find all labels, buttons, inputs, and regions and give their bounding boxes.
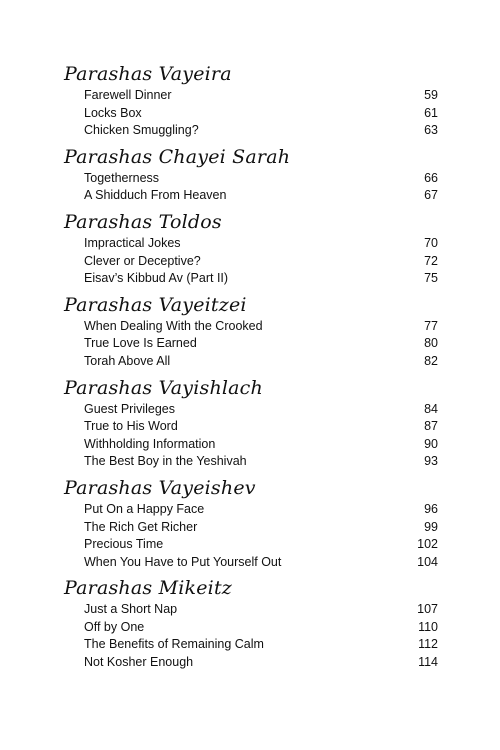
- entry-title: A Shidduch From Heaven: [84, 188, 227, 203]
- entry-page-number: 72: [424, 253, 438, 268]
- entry-page-number: 67: [424, 188, 438, 203]
- table-of-contents: [64, 62, 438, 672]
- entry-title: Togetherness: [84, 170, 160, 185]
- entry-page-number: 66: [424, 170, 438, 185]
- entry-page-number: 87: [424, 419, 438, 434]
- entry-title: Withholding Information: [84, 436, 216, 451]
- toc-entry: [64, 318, 438, 336]
- entry-title: Impractical Jokes: [84, 235, 181, 250]
- toc-section: [64, 62, 438, 140]
- toc-entry: [64, 170, 438, 188]
- toc-section: [64, 293, 438, 371]
- entry-page-number: 99: [424, 519, 438, 534]
- entry-title: Off by One: [84, 619, 145, 634]
- entry-page-number: 77: [424, 318, 438, 333]
- entry-page-number: 75: [424, 271, 438, 286]
- toc-entry: [64, 536, 438, 554]
- entry-page-number: 84: [424, 401, 438, 416]
- entry-title: Precious Time: [84, 537, 164, 552]
- toc-entry: [64, 105, 438, 123]
- toc-entry: [64, 270, 438, 288]
- toc-entry: [64, 87, 438, 105]
- section-title: Parashas Vayeitzei: [64, 293, 247, 316]
- toc-entry: [64, 619, 438, 637]
- toc-entry: [64, 187, 438, 205]
- entry-page-number: 107: [417, 602, 438, 617]
- entry-page-number: 61: [424, 105, 438, 120]
- toc-section: [64, 210, 438, 288]
- toc-entry: [64, 253, 438, 271]
- toc-section: [64, 145, 438, 205]
- entry-title: Farewell Dinner: [84, 88, 172, 102]
- entry-page-number: 96: [424, 501, 438, 516]
- entry-title: Not Kosher Enough: [84, 655, 194, 670]
- entry-page-number: 82: [424, 353, 438, 368]
- entry-page-number: 90: [424, 436, 438, 451]
- toc-entry: [64, 335, 438, 353]
- toc-entry: [64, 601, 438, 619]
- toc-entry: [64, 418, 438, 436]
- entry-page-number: 93: [424, 454, 438, 469]
- entry-page-number: 104: [417, 554, 438, 569]
- toc-entry: [64, 122, 438, 140]
- toc-entry: [64, 654, 438, 672]
- section-title: Parashas Vayishlach: [64, 376, 263, 399]
- entry-title: Just a Short Nap: [84, 602, 178, 617]
- entry-page-number: 70: [424, 235, 438, 250]
- entry-page-number: 102: [417, 537, 438, 552]
- entry-page-number: 112: [418, 637, 438, 652]
- entry-page-number: 63: [424, 123, 438, 138]
- section-title: Parashas Vayeishev: [64, 476, 256, 499]
- entry-title: Locks Box: [84, 105, 142, 120]
- entry-title: Eisav’s Kibbud Av (Part II): [84, 271, 229, 286]
- toc-entry: [64, 519, 438, 537]
- entry-title: Chicken Smuggling?: [84, 123, 199, 138]
- entry-title: True Love Is Earned: [84, 336, 197, 351]
- toc-entry: [64, 436, 438, 454]
- toc-entry: [64, 353, 438, 371]
- entry-title: When You Have to Put Yourself Out: [84, 554, 282, 569]
- entry-title: When Dealing With the Crooked: [84, 318, 263, 333]
- toc-entry: [64, 401, 438, 419]
- toc-entry: [64, 453, 438, 471]
- toc-entry: [64, 636, 438, 654]
- entry-title: The Best Boy in the Yeshivah: [84, 454, 247, 469]
- entry-title: The Rich Get Richer: [84, 519, 198, 534]
- entry-page-number: 80: [424, 336, 438, 351]
- toc-entry: [64, 554, 438, 572]
- section-title: Parashas Chayei Sarah: [64, 145, 291, 168]
- entry-title: Guest Privileges: [84, 401, 176, 416]
- entry-title: Torah Above All: [84, 353, 171, 368]
- toc-entry: [64, 235, 438, 253]
- entry-title: Put On a Happy Face: [84, 501, 205, 516]
- toc-section: [64, 476, 438, 571]
- section-title: Parashas Mikeitz: [64, 577, 232, 600]
- entry-title: The Benefits of Remaining Calm: [84, 637, 264, 652]
- toc-section: [64, 376, 438, 471]
- section-title: Parashas Toldos: [64, 210, 222, 233]
- section-title: Parashas Vayeira: [64, 63, 232, 85]
- entry-title: Clever or Deceptive?: [84, 253, 201, 268]
- entry-title: True to His Word: [84, 419, 178, 434]
- toc-section: [64, 576, 438, 671]
- toc-entry: [64, 501, 438, 519]
- entry-page-number: 110: [418, 619, 438, 634]
- entry-page-number: 114: [418, 655, 438, 670]
- entry-page-number: 59: [424, 88, 438, 102]
